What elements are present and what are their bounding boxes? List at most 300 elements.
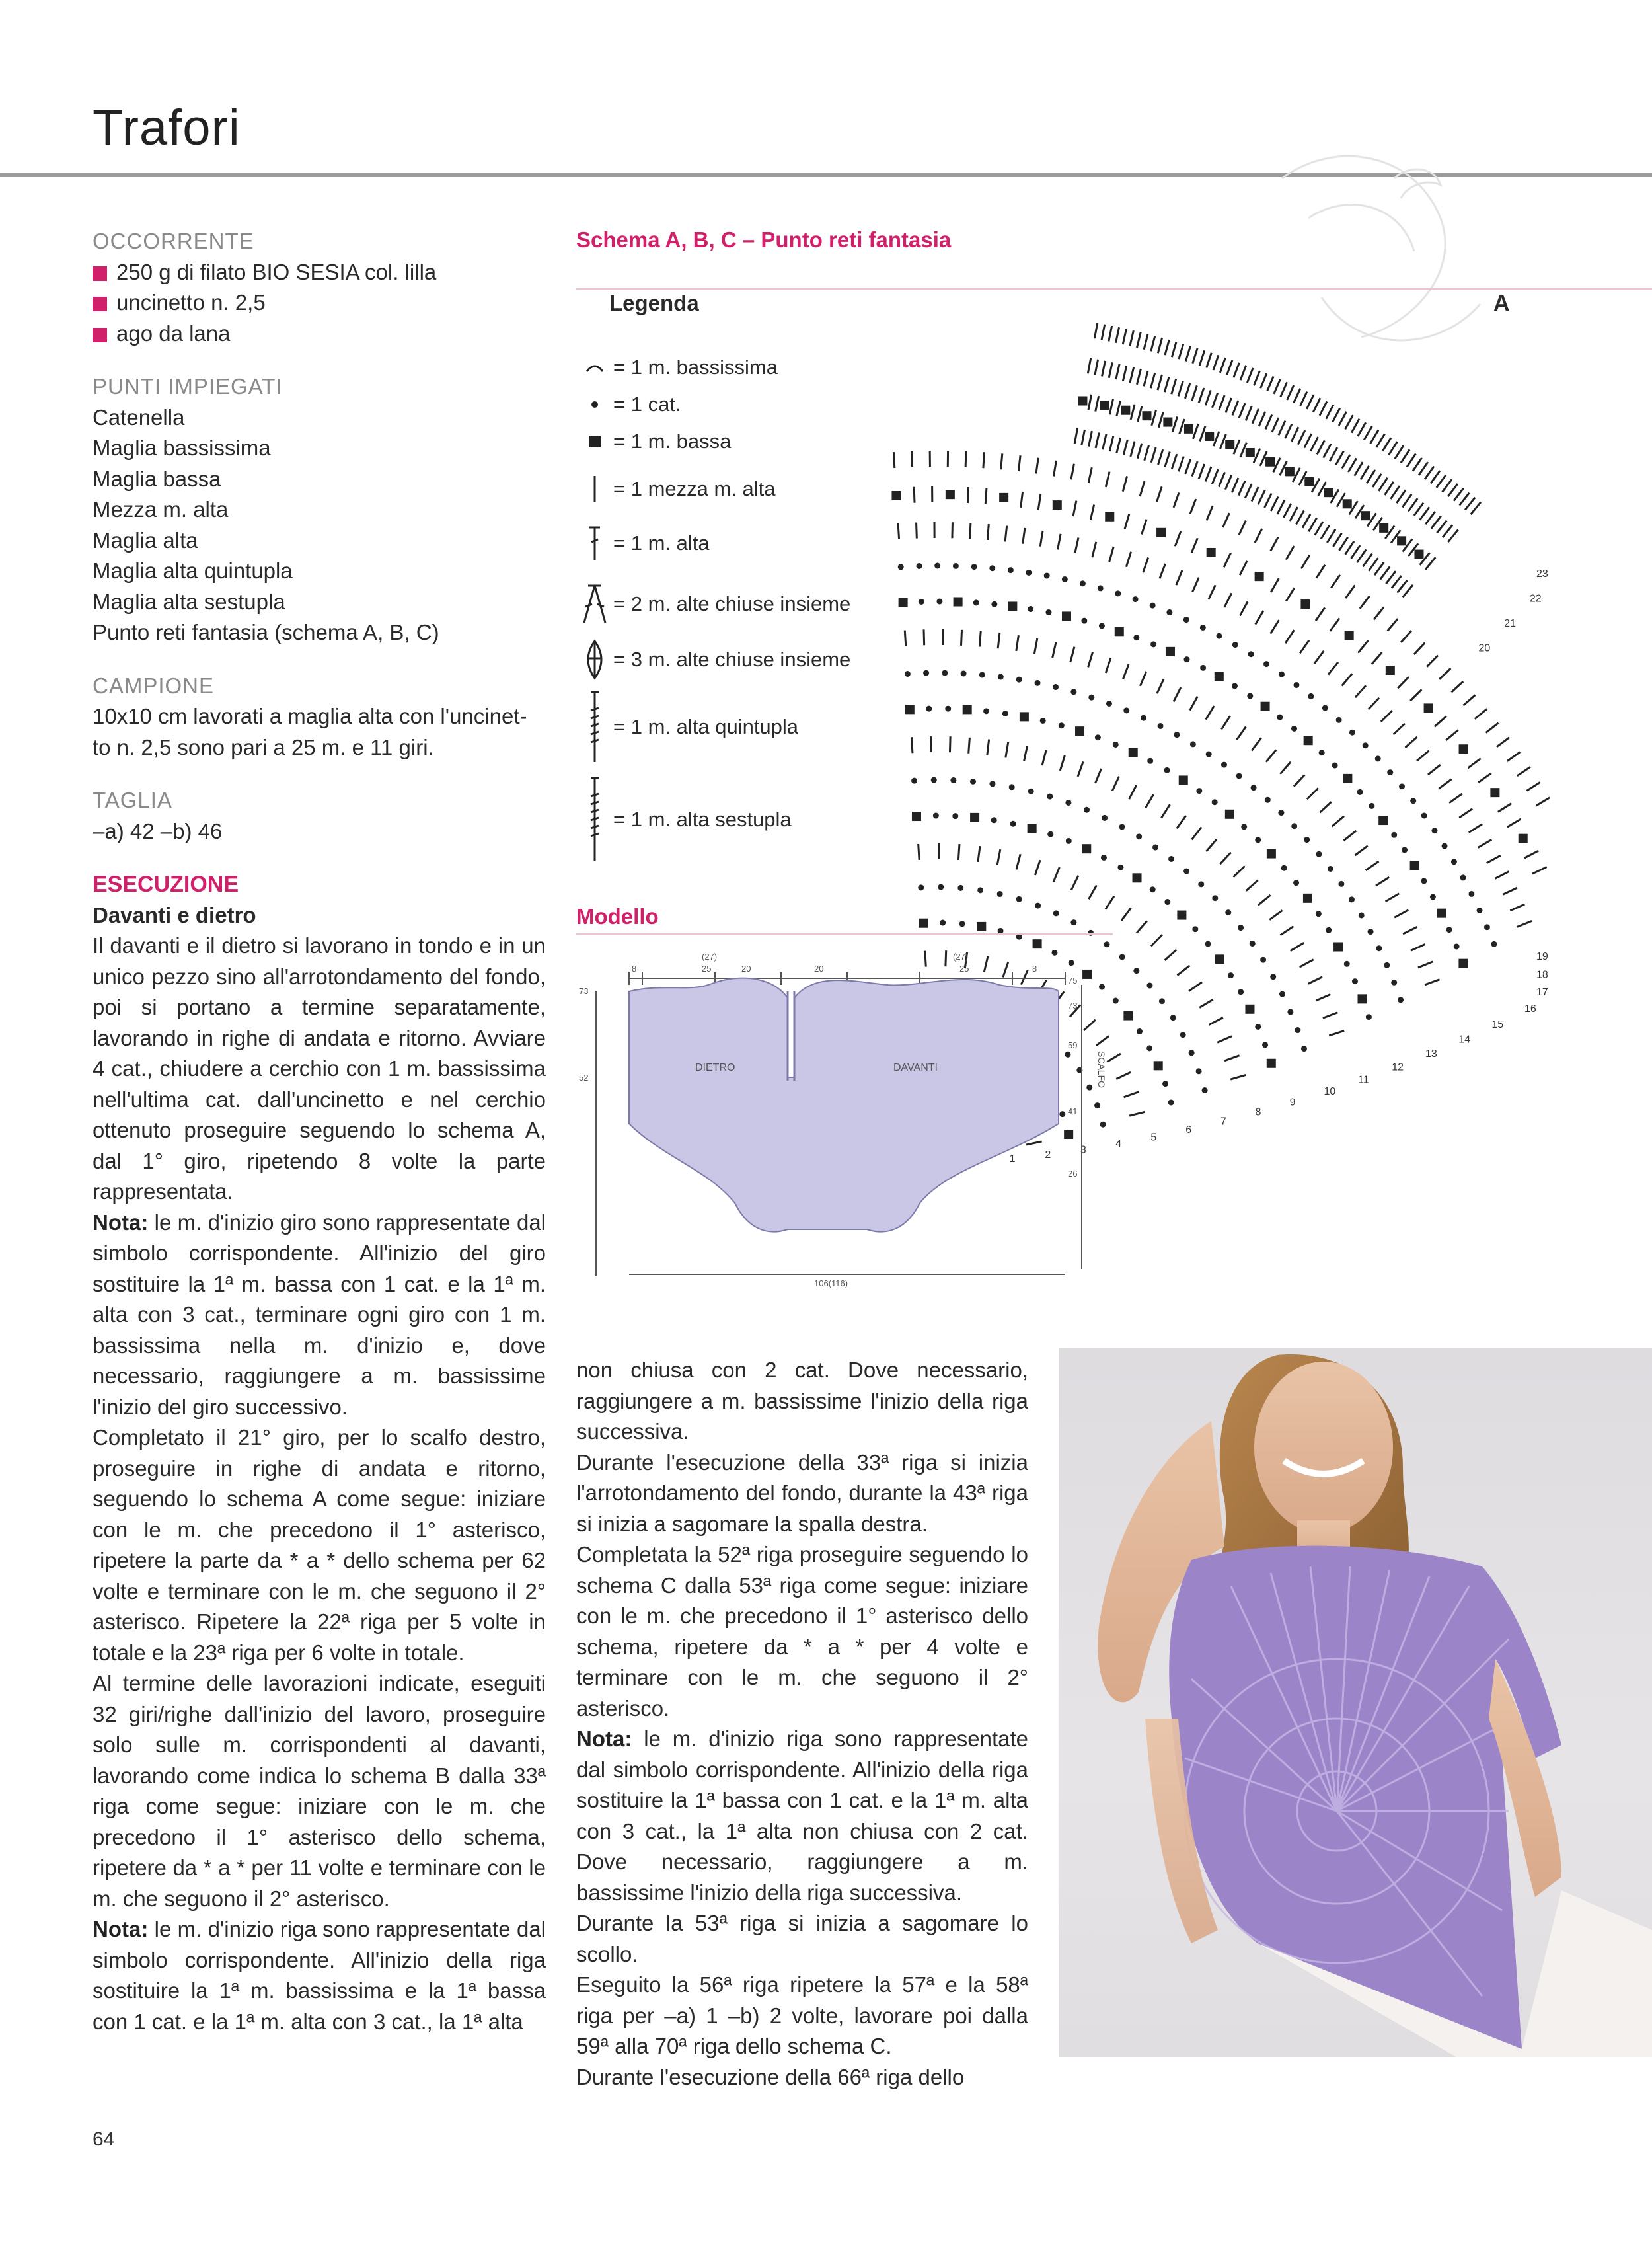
double-crochet-mark: [1271, 497, 1278, 511]
double-crochet-mark: [1285, 424, 1292, 438]
double-crochet-mark: [1193, 424, 1198, 439]
double-crochet-mark: [1323, 1013, 1337, 1018]
dim-label: 26: [1068, 1169, 1078, 1179]
esecuzione-heading: ESECUZIONE: [93, 872, 239, 897]
double-crochet-mark: [1018, 455, 1020, 471]
double-crochet-mark: [1205, 467, 1211, 481]
double-crochet-mark: [952, 522, 953, 538]
chain-mark: [898, 564, 904, 570]
chain-mark: [1170, 1015, 1176, 1021]
double-crochet-mark: [1478, 773, 1491, 783]
double-crochet-mark: [1269, 910, 1282, 919]
double-crochet-mark: [1088, 467, 1092, 483]
double-crochet-mark: [1233, 866, 1244, 877]
legend-item: = 1 cat.: [576, 385, 681, 424]
double-crochet-mark: [1345, 585, 1355, 598]
double-crochet-mark: [1121, 908, 1131, 921]
double-crochet-mark: [1328, 662, 1338, 675]
double-crochet-mark: [1330, 447, 1337, 461]
punti-item: Mezza m. alta: [93, 497, 229, 522]
chain-mark: [1238, 925, 1244, 931]
chain-mark: [1198, 881, 1204, 887]
double-crochet-mark: [1390, 486, 1400, 499]
chain-mark: [971, 564, 977, 570]
chain-mark: [1150, 641, 1156, 647]
double-crochet-mark: [1316, 565, 1325, 578]
quintuple-treble-icon: [576, 691, 613, 763]
double-crochet-mark: [1238, 481, 1245, 496]
double-crochet-mark: [1246, 406, 1252, 420]
double-crochet-mark: [978, 846, 980, 862]
double-crochet-mark: [1160, 564, 1165, 578]
campione-line: to n. 2,5 sono pari a 25 m. e 11 giri.: [93, 734, 434, 759]
double-crochet-mark: [1333, 533, 1341, 547]
single-crochet-mark: [1255, 572, 1264, 581]
single-crochet-mark: [1207, 548, 1216, 557]
row-number-label: 21: [1504, 618, 1516, 630]
double-crochet-mark: [1178, 381, 1183, 397]
double-crochet-mark: [1178, 966, 1190, 976]
chain-mark: [1150, 603, 1156, 609]
double-crochet-mark: [1417, 751, 1429, 761]
double-crochet-mark: [1138, 406, 1142, 422]
chain-mark: [1363, 742, 1369, 748]
double-crochet-mark: [1131, 405, 1135, 420]
chain-mark: [1205, 941, 1211, 947]
double-crochet-mark: [1296, 510, 1304, 524]
double-crochet-mark: [1036, 458, 1038, 474]
double-crochet-mark: [1137, 444, 1142, 459]
double-crochet-mark: [1053, 461, 1056, 477]
single-crochet-mark: [1458, 959, 1468, 968]
double-crochet-mark: [1060, 755, 1065, 771]
double-crochet-mark: [1212, 469, 1218, 484]
double-crochet-mark: [1332, 816, 1344, 827]
double-crochet-mark: [1280, 926, 1293, 935]
chain-mark: [957, 885, 963, 891]
double-crochet-mark: [997, 849, 1000, 865]
double-crochet-mark: [987, 524, 989, 540]
chain-mark: [936, 599, 942, 605]
double-crochet-mark: [1291, 427, 1298, 442]
single-crochet-mark: [1358, 994, 1367, 1003]
row-number-label: 13: [1425, 1048, 1437, 1060]
single-crochet-mark: [1100, 401, 1109, 410]
chain-mark: [1146, 1045, 1152, 1051]
chain-mark: [1045, 609, 1051, 615]
double-crochet-mark: [1088, 395, 1092, 410]
double-crochet-mark: [1402, 494, 1411, 508]
chain-mark: [983, 708, 989, 714]
double-crochet-mark: [1463, 695, 1475, 706]
double-crochet-mark: [1089, 885, 1097, 899]
double-crochet-mark: [1205, 391, 1211, 406]
double-crochet-mark: [1172, 379, 1176, 394]
chain-mark: [1206, 752, 1212, 757]
chain-mark: [1232, 683, 1238, 689]
single-crochet-mark: [912, 812, 921, 821]
single-crochet-mark: [1285, 467, 1295, 476]
chain-mark: [1202, 1087, 1208, 1093]
double-crochet-mark: [1408, 498, 1417, 511]
chain-mark: [979, 672, 985, 677]
double-crochet-mark: [1191, 827, 1201, 839]
chain-mark: [1180, 1032, 1186, 1038]
double-crochet-mark: [1157, 679, 1164, 693]
chain-mark: [953, 563, 959, 569]
single-crochet-mark: [1303, 894, 1312, 903]
single-crochet-mark: [1343, 774, 1352, 783]
chain-mark: [1316, 851, 1322, 857]
dim-label: 8: [632, 964, 637, 974]
chain-mark: [1146, 983, 1152, 989]
double-crochet-mark: [1366, 861, 1379, 870]
double-crochet-mark: [1358, 640, 1368, 653]
chain-mark: [1080, 580, 1086, 586]
campione-heading: CAMPIONE: [93, 673, 215, 698]
double-crochet-mark: [1129, 1112, 1145, 1116]
chain-mark: [1081, 618, 1087, 624]
double-crochet-mark: [1109, 436, 1113, 451]
double-crochet-mark: [1217, 1036, 1232, 1043]
double-crochet-mark: [1190, 499, 1196, 514]
single-crochet-mark: [919, 919, 928, 928]
double-crochet-mark: [1247, 368, 1253, 383]
single-crochet-mark: [1215, 954, 1224, 964]
nota-paragraph: Nota: le m. d'inizio riga sono rappresentate dal simbolo corrispondente. All'inizio della riga sostituire la 1ª m. bassissima e la 1ª bassa con 1 cat. e la 1ª m. alta con 3 cat., la 1ª alta: [93, 1917, 546, 2034]
single-crochet-mark: [1225, 440, 1234, 449]
double-crochet-mark: [1336, 451, 1344, 465]
double-crochet-mark: [1386, 894, 1400, 902]
double-crochet-mark: [1316, 995, 1330, 1001]
legend-item: = 3 m. alte chiuse insieme: [576, 640, 850, 679]
double-crochet-mark: [1265, 414, 1272, 429]
chain-mark: [959, 921, 965, 927]
double-crochet-mark: [1454, 488, 1464, 501]
double-crochet-mark: [1219, 472, 1224, 486]
modello-diagram: [576, 945, 1113, 1302]
double-crochet-mark: [1507, 819, 1521, 827]
double-crochet-mark: [1419, 462, 1428, 475]
row-number-label: 16: [1524, 1003, 1536, 1015]
single-crochet-mark: [1142, 411, 1151, 420]
col2-paragraph: Durante l'esecuzione della 66ª riga dello: [576, 2064, 965, 2089]
double-crochet-mark: [1355, 846, 1367, 855]
punti-item: Maglia alta quintupla: [93, 559, 293, 583]
chain-mark: [1168, 1099, 1174, 1105]
double-crochet-mark: [1258, 490, 1265, 505]
double-crochet-mark: [1209, 585, 1215, 599]
single-crochet-mark: [1304, 736, 1313, 745]
double-crochet-mark: [1396, 490, 1406, 503]
chain-mark: [1189, 1050, 1195, 1056]
chain-mark: [1200, 665, 1206, 671]
double-crochet-mark: [1053, 642, 1056, 658]
double-crochet-mark: [1469, 824, 1482, 833]
chain-mark: [1070, 689, 1076, 695]
chain-mark: [1159, 998, 1165, 1004]
chain-mark: [945, 706, 951, 712]
double-crochet-mark: [987, 740, 989, 755]
double-crochet-mark: [1321, 525, 1330, 539]
double-crochet-mark: [1486, 723, 1499, 733]
double-crochet-mark: [1291, 943, 1304, 950]
double-crochet-mark: [1517, 921, 1532, 927]
single-crochet-mark: [1075, 726, 1084, 736]
chain-mark: [1326, 927, 1332, 933]
slip-stitch-icon: [576, 361, 613, 374]
punti-heading: PUNTI IMPIEGATI: [93, 374, 283, 399]
chain-mark: [1035, 903, 1041, 909]
double-crochet-mark: [1175, 531, 1181, 546]
double-crochet-mark: [1102, 325, 1105, 340]
double-crochet-mark: [1005, 526, 1007, 542]
double-crochet-mark: [1040, 531, 1043, 547]
chain-mark: [1166, 609, 1172, 615]
double-crochet-mark: [965, 451, 966, 467]
double-crochet-mark: [1164, 377, 1169, 392]
chain-mark: [1322, 705, 1328, 711]
single-crochet-mark: [1133, 873, 1142, 882]
single-crochet-mark: [1410, 861, 1419, 870]
double-crochet-mark: [1145, 794, 1153, 808]
double-crochet-mark: [1109, 326, 1112, 342]
chain-mark: [1016, 896, 1022, 902]
double-crochet-mark: [1410, 689, 1421, 701]
chain-mark: [1430, 894, 1436, 900]
double-crochet-mark: [1261, 373, 1267, 388]
double-crochet-mark: [1058, 534, 1061, 550]
double-crochet-mark: [1129, 785, 1137, 799]
double-crochet-mark: [1095, 769, 1101, 783]
taglia-value: –a) 42 –b) 46: [93, 818, 223, 843]
double-crochet-mark: [1158, 412, 1163, 428]
chain-mark: [1044, 573, 1050, 579]
double-crochet-mark: [1425, 557, 1435, 570]
single-crochet-mark: [1324, 488, 1333, 497]
double-crochet-mark: [1382, 438, 1391, 451]
chain-mark: [931, 777, 937, 783]
double-crochet-mark: [967, 487, 968, 503]
chain-mark: [1421, 812, 1427, 818]
dim-label: 20: [814, 964, 824, 974]
dim-label: 75: [1068, 976, 1078, 986]
chain-mark: [905, 671, 911, 677]
double-crochet-mark: [1161, 804, 1170, 818]
chain-mark: [1319, 750, 1325, 755]
double-crochet-mark: [1330, 618, 1339, 631]
double-crochet-mark: [1016, 854, 1020, 869]
dim-label: (27): [702, 952, 718, 962]
double-crochet-mark: [1394, 910, 1408, 917]
chain-mark: [1010, 821, 1016, 827]
double-crochet-mark: [1116, 1072, 1131, 1079]
single-crochet-mark: [963, 705, 972, 714]
chain-mark: [1062, 576, 1068, 582]
double-crochet-mark: [1389, 442, 1398, 455]
chain-mark: [1133, 635, 1139, 640]
sextuple-treble-icon: [576, 777, 613, 863]
double-crochet-mark: [1073, 501, 1076, 516]
chain-mark: [1376, 945, 1382, 951]
bullet-icon: [93, 266, 107, 281]
double-crochet-mark: [1006, 742, 1008, 758]
occorrente-item: ago da lana: [93, 319, 546, 350]
single-crochet-icon: [576, 434, 613, 449]
double-crochet-mark: [1256, 611, 1263, 625]
double-crochet-mark: [1071, 876, 1078, 890]
legend-item: = 1 m. alta sestupla: [576, 800, 792, 839]
double-crochet-mark: [1213, 393, 1218, 408]
double-crochet-mark: [1345, 541, 1354, 555]
scalfo-label: SCALFO: [1096, 1051, 1107, 1089]
half-double-icon: [576, 475, 613, 504]
model-photo: [1059, 1348, 1652, 2057]
single-crochet-mark: [1333, 942, 1343, 951]
chain-mark: [989, 565, 995, 571]
double-crochet-mark: [969, 738, 970, 754]
double-crochet-mark: [1280, 762, 1291, 774]
esecuzione-paragraph: Il davanti e il dietro si lavorano in tondo e in un unico pezzo sino all'arrotondamento del fondo, poi si portano a termine separatamente, lavorando in righe di andata e ritorno. Avviare 4 cat., chiudere a cerchio con 1 m. bassissima nell'ultima cat. dall'uncinetto e nel cerchio ottenuto proseguire seguendo lo schema A, dal 1° giro, ripetendo 8 volte la parte rappresentata.: [93, 933, 546, 1204]
single-crochet-mark: [970, 813, 979, 822]
row-number-label: 15: [1491, 1019, 1504, 1031]
double-crochet-mark: [1125, 514, 1129, 529]
chain-mark: [1279, 991, 1285, 997]
double-crochet-mark: [1532, 867, 1547, 874]
double-crochet-mark: [1199, 464, 1205, 479]
double-crochet-mark: [1094, 323, 1097, 339]
double-crochet-mark: [1192, 461, 1197, 477]
single-crochet-mark: [1105, 512, 1114, 522]
double-crochet-mark: [1487, 855, 1501, 863]
double-crochet-mark: [1165, 340, 1169, 355]
double-crochet-mark: [985, 488, 987, 504]
double-crochet-mark: [1372, 652, 1382, 664]
chain-mark: [989, 781, 995, 787]
double-crochet-mark: [1355, 685, 1366, 697]
double-crochet-mark: [1425, 466, 1434, 479]
chain-mark: [1293, 682, 1299, 688]
double-crochet-mark: [1342, 455, 1350, 469]
chain-mark: [961, 670, 967, 676]
single-crochet-mark: [1300, 599, 1310, 609]
double-crochet-mark: [1301, 555, 1310, 568]
double-crochet-mark: [1259, 412, 1265, 426]
chain-mark: [1421, 878, 1427, 884]
double-crochet-mark: [1369, 698, 1380, 709]
bullet-icon: [93, 328, 107, 342]
double-crochet-mark: [1302, 514, 1310, 528]
chain-mark: [1366, 1014, 1372, 1020]
single-crochet-mark: [946, 490, 955, 499]
chain-mark: [1009, 784, 1015, 790]
legend-title: Legenda: [609, 291, 699, 315]
double-crochet-mark: [1495, 871, 1509, 878]
dim-label: 25: [702, 964, 712, 974]
double-crochet-mark: [1172, 454, 1177, 469]
occorrente-item: uncinetto n. 2,5: [93, 288, 546, 319]
double-crochet-mark: [1420, 507, 1429, 520]
chain-mark: [1152, 845, 1158, 851]
double-crochet-mark: [1358, 422, 1366, 436]
double-crochet-mark: [1306, 395, 1314, 409]
double-crochet-mark: [1178, 457, 1183, 472]
chain-mark: [1095, 734, 1101, 740]
double-crochet-mark: [1357, 549, 1367, 562]
chain-mark: [1028, 606, 1033, 612]
double-crochet-mark: [1503, 888, 1517, 894]
double-crochet-mark: [1151, 935, 1162, 946]
chain-mark: [1451, 859, 1457, 865]
double-crochet-mark: [1351, 545, 1361, 559]
double-crochet-mark: [1449, 794, 1462, 803]
chain-mark: [1065, 800, 1071, 806]
double-crochet-mark: [983, 452, 985, 468]
row-number-label: 20: [1478, 642, 1491, 654]
double-crochet-mark: [1230, 1075, 1246, 1079]
double-crochet-mark: [1151, 447, 1156, 463]
double-crochet-mark: [1179, 344, 1183, 359]
double-crochet-mark: [1274, 379, 1281, 394]
double-crochet-mark: [1116, 364, 1119, 379]
single-crochet-mark: [1459, 744, 1468, 754]
double-crochet-mark: [1117, 438, 1121, 453]
chain-mark: [1260, 957, 1266, 963]
chain-mark: [1349, 896, 1355, 902]
chain-mark: [1162, 1081, 1168, 1087]
double-crochet-mark: [1361, 466, 1369, 479]
double-crochet-mark: [911, 737, 913, 753]
chain-mark: [1263, 661, 1269, 667]
double-crochet-mark: [1130, 330, 1133, 346]
dc3tog-icon: [576, 638, 613, 681]
double-crochet-mark: [1109, 399, 1113, 414]
chain-mark: [940, 920, 946, 926]
double-crochet-mark: [1200, 426, 1205, 442]
dc2tog-icon: [576, 583, 613, 625]
chain-mark: [1402, 847, 1408, 853]
double-crochet-mark: [1137, 332, 1141, 348]
row-number-label: 23: [1536, 568, 1548, 580]
chain-mark: [911, 778, 917, 784]
double-crochet-mark: [1096, 396, 1099, 411]
single-crochet-mark: [1225, 810, 1234, 819]
chain-mark: [1295, 1027, 1300, 1033]
chain-mark: [919, 599, 924, 605]
double-crochet-mark: [1157, 486, 1162, 502]
single-crochet-mark: [1267, 849, 1276, 859]
modello-rule: [576, 933, 1113, 935]
single-crochet-mark: [1020, 712, 1029, 721]
double-crochet-mark: [1360, 596, 1370, 609]
chain-mark: [1183, 869, 1189, 874]
chain-mark: [1248, 651, 1254, 657]
double-crochet-mark: [1443, 479, 1452, 492]
double-crochet-mark: [1388, 619, 1398, 631]
chain-mark: [1016, 677, 1022, 683]
chain-mark: [991, 601, 997, 607]
double-crochet-mark: [1213, 355, 1219, 370]
double-crochet-mark: [1074, 428, 1077, 444]
double-crochet-mark: [1363, 554, 1372, 567]
double-crochet-mark: [1172, 342, 1176, 357]
double-crochet-mark: [970, 523, 971, 539]
chain-mark: [1250, 941, 1256, 947]
chain-mark: [1454, 943, 1460, 949]
single-crochet-mark: [899, 598, 908, 607]
double-crochet-mark: [1437, 521, 1446, 533]
single-crochet-mark: [1179, 775, 1188, 785]
